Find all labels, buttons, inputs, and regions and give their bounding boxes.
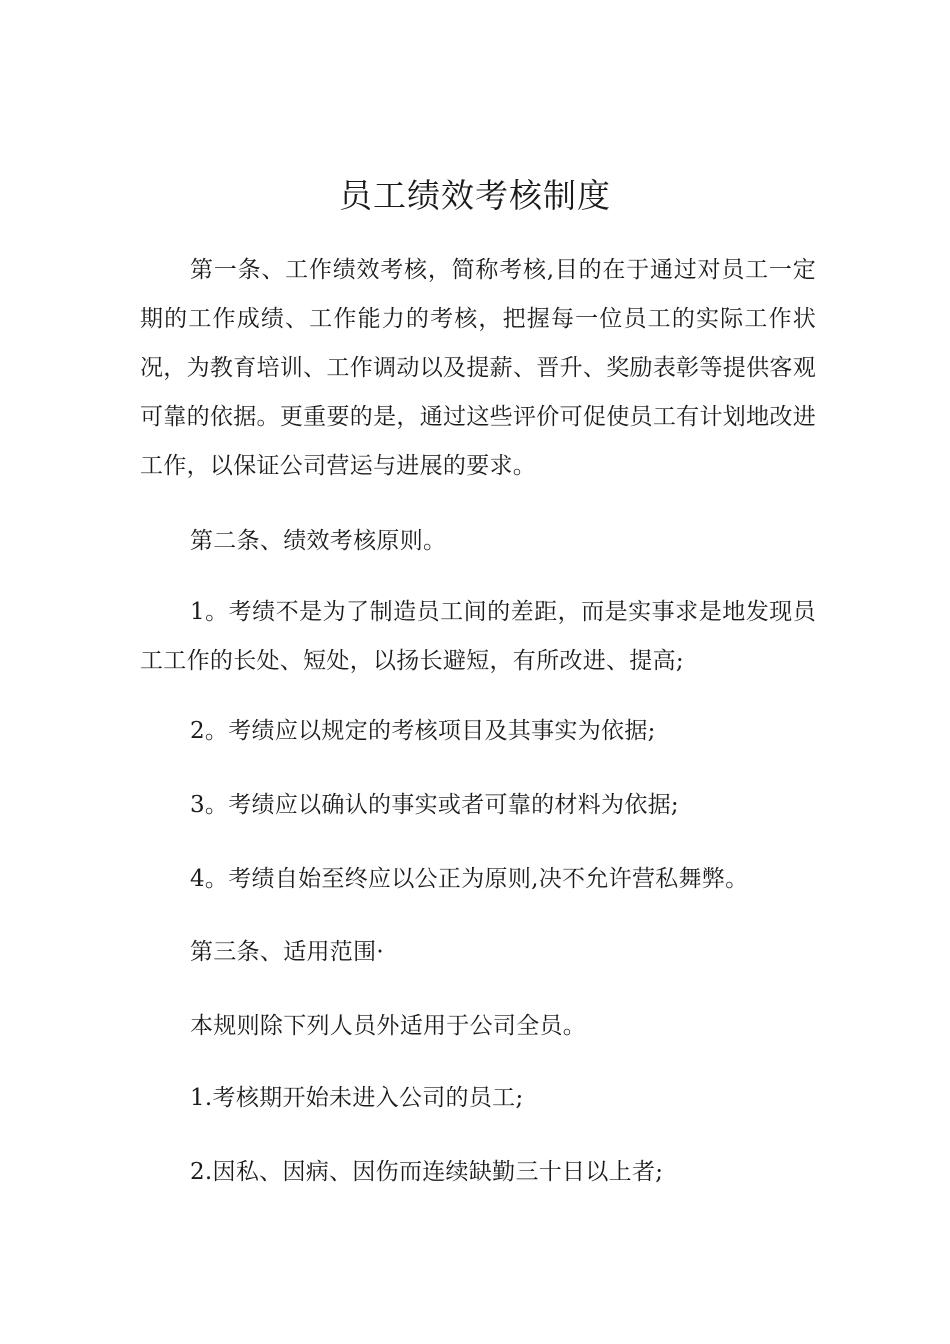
principle-1-paragraph: 1。考绩不是为了制造员工间的差距，而是实事求是地发现员工工作的长处、短处，以扬长避短，有所改进、提高; xyxy=(140,599,816,674)
document-title: 员工绩效考核制度 xyxy=(339,176,611,215)
article-1-paragraph: 第一条、工作绩效考核，简称考核,目的在于通过对员工一定期的工作成绩、工作能力的考核，把握每一位员工的实际工作状况，为教育培训、工作调动以及提薪、晋升、奖励表彰等提供客观可靠的依据。更重要的是，通过这些评价可促使员工有计划地改进工作，以保证公司营运与进展的要求。 xyxy=(140,257,816,479)
principle-2-paragraph: 2。考绩应以规定的考核项目及其事实为依据; xyxy=(190,718,656,744)
exclusion-1-paragraph: 1.考核期开始未进入公司的员工; xyxy=(190,1085,524,1111)
exclusion-2-paragraph: 2.因私、因病、因伤而连续缺勤三十日以上者; xyxy=(190,1159,664,1185)
principle-4-paragraph: 4。考绩自始至终应以公正为原则,决不允许营私舞弊。 xyxy=(190,866,749,892)
article-3-heading: 第三条、适用范围· xyxy=(190,939,385,965)
principle-3-paragraph: 3。考绩应以确认的事实或者可靠的材料为依据; xyxy=(190,792,679,818)
scope-paragraph: 本规则除下列人员外适用于公司全员。 xyxy=(190,1013,587,1039)
article-2-heading: 第二条、绩效考核原则。 xyxy=(190,528,447,554)
